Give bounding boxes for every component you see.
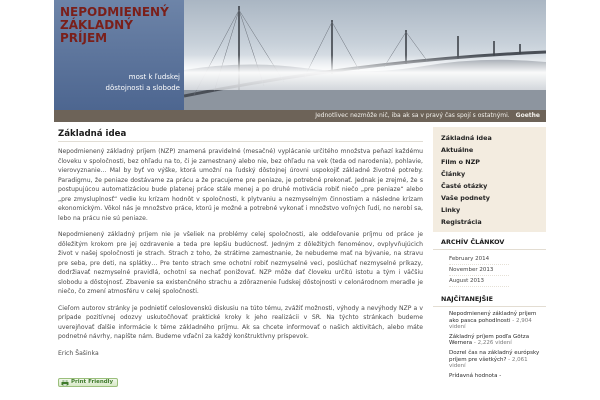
nav-item-film[interactable]: Film o NZP	[441, 158, 480, 166]
sidebar-nav	[433, 127, 546, 232]
archive-link[interactable]: November 2013	[449, 265, 509, 276]
site-title-line: NEPODMIENENÝ	[60, 5, 169, 19]
archive-link[interactable]: August 2013	[449, 276, 509, 287]
nav-item-clanky[interactable]: Články	[441, 170, 466, 178]
article-signature: Erich Šašinka	[58, 349, 99, 357]
site-title-line: PRÍJEM	[60, 31, 108, 45]
nav-item-registracia[interactable]: Registrácia	[441, 218, 482, 226]
quote-text: Jednotlivec nezmôže nič, iba ak sa v pravý čas spojí s ostatnými.	[315, 112, 510, 119]
nav-item-zakladna-idea[interactable]: Základná idea	[441, 134, 492, 142]
popular-item	[449, 350, 546, 370]
popular-item	[449, 373, 546, 380]
site-title-line: ZÁKLADNÝ	[60, 18, 133, 32]
popular-heading: NAJČÍTANEJŠIE	[433, 295, 546, 307]
site-header	[54, 0, 546, 110]
archive-list	[433, 254, 546, 287]
header-brand-panel	[54, 0, 184, 110]
printer-icon	[61, 380, 69, 386]
nav-item-caste-otazky[interactable]: Časté otázky	[441, 182, 488, 190]
tagline-line: most k ľudskej	[128, 73, 180, 81]
main-content	[58, 128, 423, 387]
sidebar	[433, 127, 546, 382]
article-paragraph: Cieľom autorov stránky je podnietiť celoslovenskú diskusiu na túto tému, zvážiť možnosti, výhody a nevýhody NZP a v prípade pozitívnej odozvy uskutočňovať praktické kroky k jeho realizácii v SR. Na týchto stránkach budeme uverejňovať ďalšie informácie k téme základného príjmu. Ak sa chcete informovať o našich aktivitách, alebo máte podnetné návrhy, napíšte nám. Budeme vďační za každý konštruktívny príspevok.	[58, 304, 423, 340]
popular-link[interactable]: Dozrel čas na základný európsky príjem pre všetkých?	[449, 349, 540, 363]
archive-link[interactable]: February 2014	[449, 254, 509, 265]
nav-item-vase-podnety[interactable]: Vaše podnety	[441, 194, 490, 202]
print-friendly-label: Print Friendly	[71, 378, 114, 385]
popular-item	[449, 311, 546, 331]
popular-link[interactable]: Základný príjem podľa Götza Wernera	[449, 333, 530, 347]
popular-list	[433, 311, 546, 379]
quote-author: Goethe	[515, 112, 540, 119]
print-friendly-button[interactable]	[58, 378, 118, 387]
article-paragraph: Nepodmienený základný príjem (NZP) znamená pravidelné (mesačné) vyplácanie určitého množstva peňazí každému človeku v spoločnosti, bez ohľadu na to, či je zamestnaný alebo nie, bez ohľadu na vek (teda od narodenia), pohlavie, vierovyznanie… Mal by byť vo výške, ktorá umožní na ľudský dôstojnej úrovni uspokojiť základné životné potreby. Paradigmu, že peniaze dostávame za prácu a že pracujeme pre peniaze, je potrebné prekonať. Jednak je zrejmé, že s postupujúcou automatizáciou bude platenej práce stále menej a po druhé motivácia robiť niečo „pre peniaze“ alebo „pre zmysluplnosť“ vedie ku krízam hodnôt v spoločnosti, k plytvaniu a nezmyselným činnostiam a následne krízam ekonomickým. Vôkol nás je množstvo práce, ktorú je možné a potrebné vykonať i množstvo voľných ľudí, no nerobí sa, lebo na prácu nie sú peniaze.	[58, 148, 423, 222]
header-quote	[315, 111, 540, 121]
article-paragraph: Nepodmienený základný príjem nie je všeliek na problémy celej spoločnosti, ale oddeľovanie príjmu od práce je dôležitým krokom pre jej ozdravenie a teda pre lepšiu budúcnosť. Jedným z dôležitých fenoménov, ovplyvňujúcich život v našej spoločnosti je strach. Strach z toho, že strátime zamestnanie, že nebudeme mať na bývanie, na stravu pre seba, pre deti, na splátky… Pre tento strach sme ochotní robiť nezmyselné veci, poslúchať nezmyselné príkazy, dodržiavať nezmyselné pravidlá, ochotní sa nechať ponižovať. NZP môže dať človeku určitú istotu a tým i väčšiu slobodu a dôstojnosť. Zbavenie sa existenčného strachu a zdôraznenie ľudskej dôstojnosti v celonárodnom meradle je niečo, čo zmení atmosféru v celej spoločnosti.	[58, 231, 423, 295]
nav-item-aktualne[interactable]: Aktuálne	[441, 146, 474, 154]
tagline-line: dôstojnosti a slobode	[105, 84, 180, 92]
view-count: - 2,904 videní	[449, 317, 532, 331]
site-tagline	[62, 72, 180, 94]
site-title-link[interactable]	[60, 6, 180, 45]
view-count: - 2,226 videní	[472, 340, 512, 347]
bridge-photo	[184, 0, 546, 110]
popular-item	[449, 334, 546, 347]
view-count: - 2,061 videní	[449, 356, 528, 370]
fog-layer	[184, 55, 546, 90]
quote-bar	[54, 110, 546, 122]
nav-item-linky[interactable]: Linky	[441, 206, 461, 214]
page-title: Základná idea	[58, 128, 423, 142]
popular-link[interactable]: Nepodmienený základný príjem ako pasca pohodlnosti	[449, 311, 537, 324]
archive-heading: ARCHÍV ČLÁNKOV	[433, 238, 546, 250]
popular-link[interactable]: Prídavná hodnota -	[449, 372, 502, 379]
